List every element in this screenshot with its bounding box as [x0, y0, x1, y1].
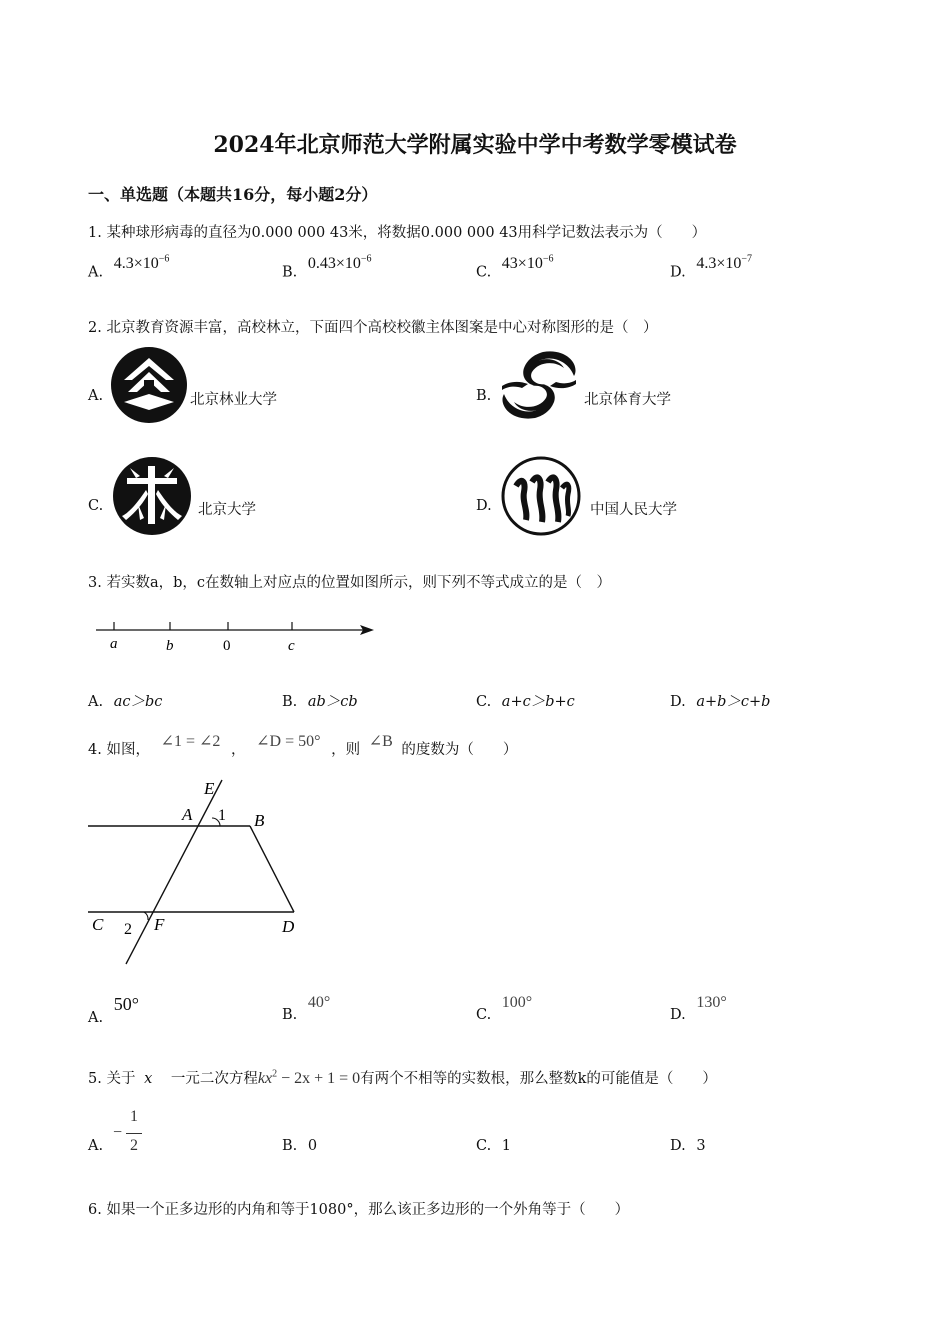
q4-mid: ，则 [331, 742, 361, 758]
option-letter: B. [282, 264, 298, 281]
q5-equation-term: kx [257, 1070, 273, 1087]
option-exponent: −6 [542, 254, 554, 265]
q2-option-c-label: 北京大学 [198, 502, 256, 518]
q1-option-a [88, 254, 170, 281]
option-letter: B. [282, 1007, 298, 1023]
number-line-figure [90, 612, 380, 658]
q5-option-a-denominator: 2 [130, 1137, 138, 1154]
q4-option-b [282, 994, 331, 1024]
option-value: 50° [113, 994, 139, 1014]
q3-option-a [88, 690, 162, 711]
label-D: D [282, 917, 295, 936]
trapezoid-figure [84, 776, 314, 970]
option-value: a+c＞b+c [501, 694, 575, 710]
q5-equation-rest: − 2x + 1 = 0 [277, 1070, 361, 1087]
question-2-text: 2. 北京教育资源丰富，高校林立，下面四个高校校徽主体图案是中心对称图形的是（ ） [88, 320, 658, 336]
option-value: 130° [696, 994, 727, 1011]
option-exponent: −7 [741, 254, 752, 265]
label-1: 1 [218, 807, 226, 824]
option-value: 3 [696, 1138, 706, 1154]
option-letter: B. [282, 1138, 298, 1154]
q5-equation-exponent: 2 [272, 1068, 278, 1080]
label-E: E [204, 779, 215, 798]
question-3-text: 3. 若实数a，b，c在数轴上对应点的位置如图所示，则下列不等式成立的是（ ） [88, 575, 611, 591]
q3-option-d [670, 690, 770, 711]
option-letter: C. [476, 264, 492, 281]
option-value: ab＞cb [307, 694, 358, 710]
q2-option-a-label: 北京林业大学 [190, 392, 277, 408]
q5-option-a-sign: − [113, 1124, 123, 1141]
question-4-text [88, 733, 518, 759]
fraction-bar [126, 1133, 142, 1134]
q2-option-a-letter: A. [88, 388, 104, 404]
angle-2-arc [144, 912, 148, 920]
option-letter: C. [476, 694, 492, 710]
q5-option-b [282, 1138, 317, 1154]
option-value: 100° [501, 994, 533, 1011]
q3-option-b [282, 690, 358, 711]
option-letter: D. [670, 1007, 686, 1023]
option-value: 4.3×10 [113, 255, 159, 273]
option-letter: D. [670, 264, 686, 281]
option-value: 0 [307, 1138, 318, 1154]
option-exponent: −6 [360, 254, 372, 265]
pku-logo-icon [110, 456, 194, 536]
label-b: b [166, 638, 174, 654]
label-C: C [92, 915, 104, 934]
option-value: ac＞bc [113, 694, 163, 710]
q4-suffix: 的度数为（ ） [401, 742, 518, 758]
q5-variable: x [144, 1071, 153, 1087]
option-letter: C. [476, 1138, 492, 1154]
transversal-ef [126, 780, 222, 964]
option-letter: A. [88, 264, 104, 281]
line-bd [250, 826, 294, 912]
q4-condition-3: ∠B [368, 733, 393, 750]
question-5-text [88, 1067, 717, 1088]
question-6-text: 6. 如果一个正多边形的内角和等于1080°，那么该正多边形的一个外角等于（ ） [88, 1202, 630, 1218]
option-letter: A. [88, 694, 104, 710]
option-exponent: −6 [158, 254, 170, 265]
q5-option-a-letter: A. [88, 1138, 104, 1154]
label-2: 2 [124, 921, 132, 938]
q5-prefix: 5. 关于 [88, 1071, 136, 1087]
page-title: 2024年北京师范大学附属实验中学中考数学零模试卷 [213, 132, 737, 158]
q4-option-c [476, 994, 533, 1024]
q5-suffix: 有两个不相等的实数根，那么整数k的可能值是（ ） [360, 1071, 717, 1087]
option-letter: D. [670, 694, 686, 710]
option-value: 0.43×10 [307, 255, 361, 273]
q1-option-d [670, 254, 752, 281]
q2-option-d-letter: D. [476, 498, 492, 514]
q2-option-c-letter: C. [88, 498, 104, 514]
q2-option-b-label: 北京体育大学 [584, 392, 671, 408]
label-0: 0 [223, 638, 231, 654]
ruc-logo-icon [498, 456, 584, 536]
option-value: 40° [307, 994, 331, 1011]
q5-mid: 一元二次方程 [170, 1071, 258, 1087]
q4-option-d [670, 994, 727, 1024]
option-letter: C. [476, 1007, 492, 1023]
option-value: 4.3×10 [696, 255, 742, 273]
option-letter: D. [670, 1138, 686, 1154]
q1-option-b [282, 254, 372, 281]
q4-option-a [88, 994, 139, 1027]
q4-separator: ， [231, 742, 246, 758]
q3-option-c [476, 690, 575, 711]
q2-option-b-letter: B. [476, 388, 492, 404]
section-heading: 一、单选题（本题共16分，每小题2分） [88, 185, 378, 204]
option-letter: A. [88, 1010, 104, 1026]
option-letter: B. [282, 694, 298, 710]
label-B: B [254, 811, 265, 830]
q4-condition-1: ∠1 = ∠2 [160, 733, 221, 750]
label-c: c [288, 638, 295, 654]
label-a: a [110, 636, 118, 652]
option-value: a+b＞c+b [696, 694, 771, 710]
label-A: A [182, 805, 193, 824]
q4-prefix: 4. 如图， [88, 742, 150, 758]
q5-option-d [670, 1138, 706, 1154]
q5-option-c [476, 1138, 511, 1154]
label-F: F [154, 915, 165, 934]
q4-condition-2: ∠D = 50° [256, 733, 321, 750]
q2-option-d-label: 中国人民大学 [590, 502, 677, 518]
q5-option-a-numerator: 1 [130, 1108, 138, 1125]
option-value: 43×10 [501, 255, 543, 273]
q1-option-c [476, 254, 554, 281]
option-value: 1 [501, 1138, 512, 1154]
bjfu-logo-icon [110, 346, 188, 424]
bsu-logo-icon [498, 346, 580, 424]
question-1-text: 1. 某种球形病毒的直径为0.000 000 43米，将数据0.000 000 43用科学记数法表示为（ ） [88, 225, 707, 241]
